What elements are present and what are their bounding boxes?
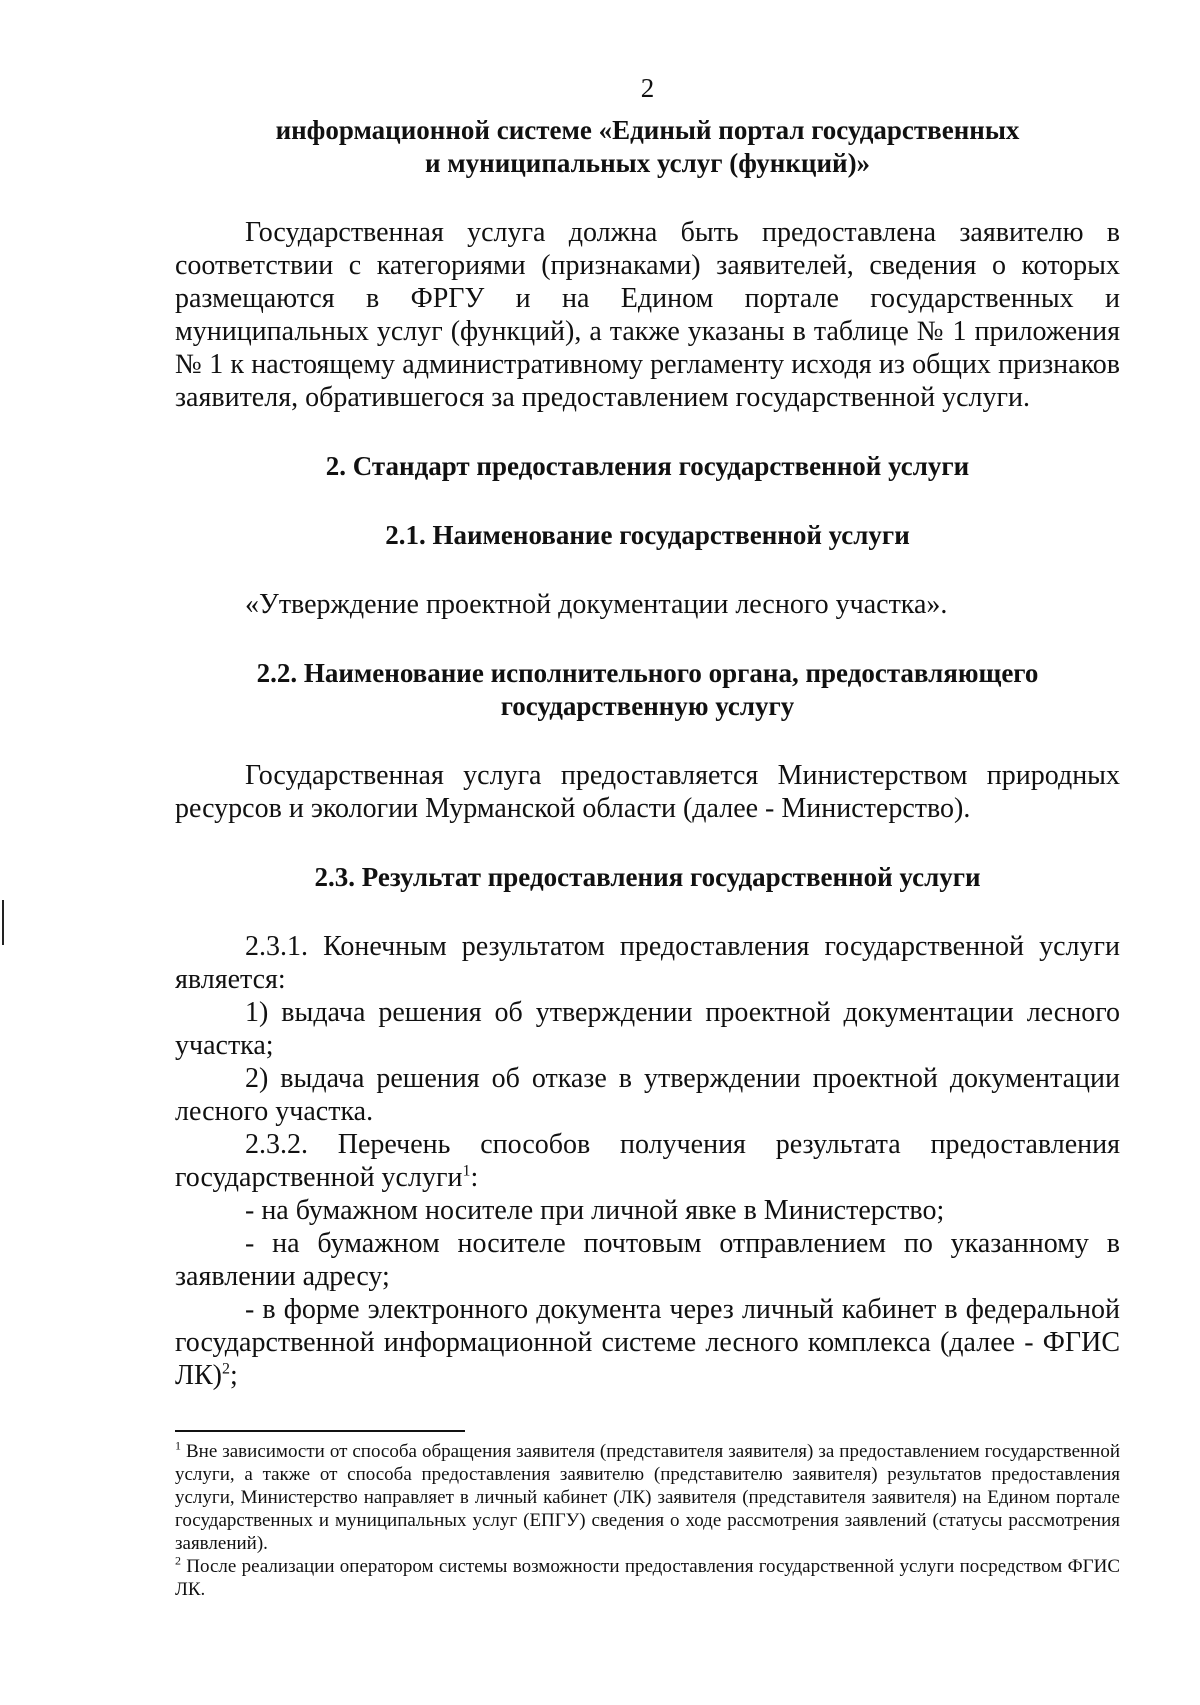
intro-heading-line2: и муниципальных услуг (функций)» (424, 148, 871, 178)
footnote-1 (175, 1440, 1120, 1555)
method-item-2: - на бумажном носителе почтовым отправлением по указанному в заявлении адресу; (175, 1228, 1120, 1292)
footnote-divider (175, 1430, 465, 1432)
method-item-3-text: - в форме электронного документа через личный кабинет в федеральной государственной информационной системе лесного комплекса (далее - ФГИС ЛК) (175, 1294, 1120, 1391)
method-item-3-tail: ; (230, 1360, 238, 1391)
footnote-1-text: Вне зависимости от способа обращения заявителя (представителя заявителя) за предоставлением государственной услуги, а также от способа предоставления заявителю (представителю заявителя) результатов предоставления услуги, Министерство направляет в личный кабинет (ЛК) заявителя (представителя заявителя) на Едином портале государственных и муниципальных услуг (ЕПГУ) сведения о ходе рассмотрения заявлений (статусы рассмотрения заявлений). (175, 1441, 1120, 1554)
footnote-2 (175, 1555, 1120, 1601)
section-2-1-title: 2.1. Наименование государственной услуги (385, 520, 910, 550)
method-item-3 (175, 1293, 1120, 1392)
section-2-2-text: Государственная услуга предоставляется Министерством природных ресурсов и экологии Мурманской области (далее - Министерство). (175, 760, 1120, 824)
page-number: 2 (640, 73, 655, 103)
result-item-1: 1) выдача решения об утверждении проектной документации лесного участка; (175, 997, 1120, 1061)
section-2-2-title-line2: государственную услугу (500, 691, 795, 721)
footnote-2-text: После реализации оператором системы возможности предоставления государственной услуги посредством ФГИС ЛК. (175, 1556, 1120, 1600)
paragraph-2-3-2-text: 2.3.2. Перечень способов получения результата предоставления государственной услуги (175, 1129, 1120, 1193)
section-2-title: 2. Стандарт предоставления государственной услуги (325, 451, 970, 481)
section-2-2-title (175, 657, 1120, 723)
section-2-1-text: «Утверждение проектной документации лесного участка». (245, 589, 948, 620)
section-2-3-title: 2.3. Результат предоставления государственной услуги (314, 862, 981, 892)
paragraph-2-3-2-tail: : (470, 1162, 479, 1193)
intro-heading-line1: информационной системе «Единый портал государственных (275, 115, 1020, 145)
paragraph-2-3-2 (175, 1128, 1120, 1194)
footnote-ref-1[interactable]: 1 (462, 1162, 471, 1180)
footnote-1-mark: 1 (175, 1438, 181, 1453)
footnote-2-mark: 2 (175, 1553, 181, 1568)
footnote-ref-2[interactable]: 2 (222, 1360, 230, 1378)
paragraph-2-3-1: 2.3.1. Конечным результатом предоставления государственной услуги является: (175, 931, 1120, 995)
method-item-1: - на бумажном носителе при личной явке в Министерство; (245, 1195, 945, 1226)
page-content (175, 60, 1120, 1601)
section-2-2-title-line1: 2.2. Наименование исполнительного органа, предоставляющего (256, 658, 1039, 688)
intro-paragraph: Государственная услуга должна быть предоставлена заявителю в соответствии с категориями (признаками) заявителей, сведения о которых размещаются в ФРГУ и на Едином портале государственных и муниципальных услуг (функций), а также указаны в таблице № 1 приложения № 1 к настоящему административному регламенту исходя из общих признаков заявителя, обратившегося за предоставлением государственной услуги. (175, 217, 1120, 413)
intro-heading (175, 114, 1120, 180)
scan-margin-mark (2, 900, 4, 945)
result-item-2: 2) выдача решения об отказе в утверждении проектной документации лесного участка. (175, 1063, 1120, 1127)
